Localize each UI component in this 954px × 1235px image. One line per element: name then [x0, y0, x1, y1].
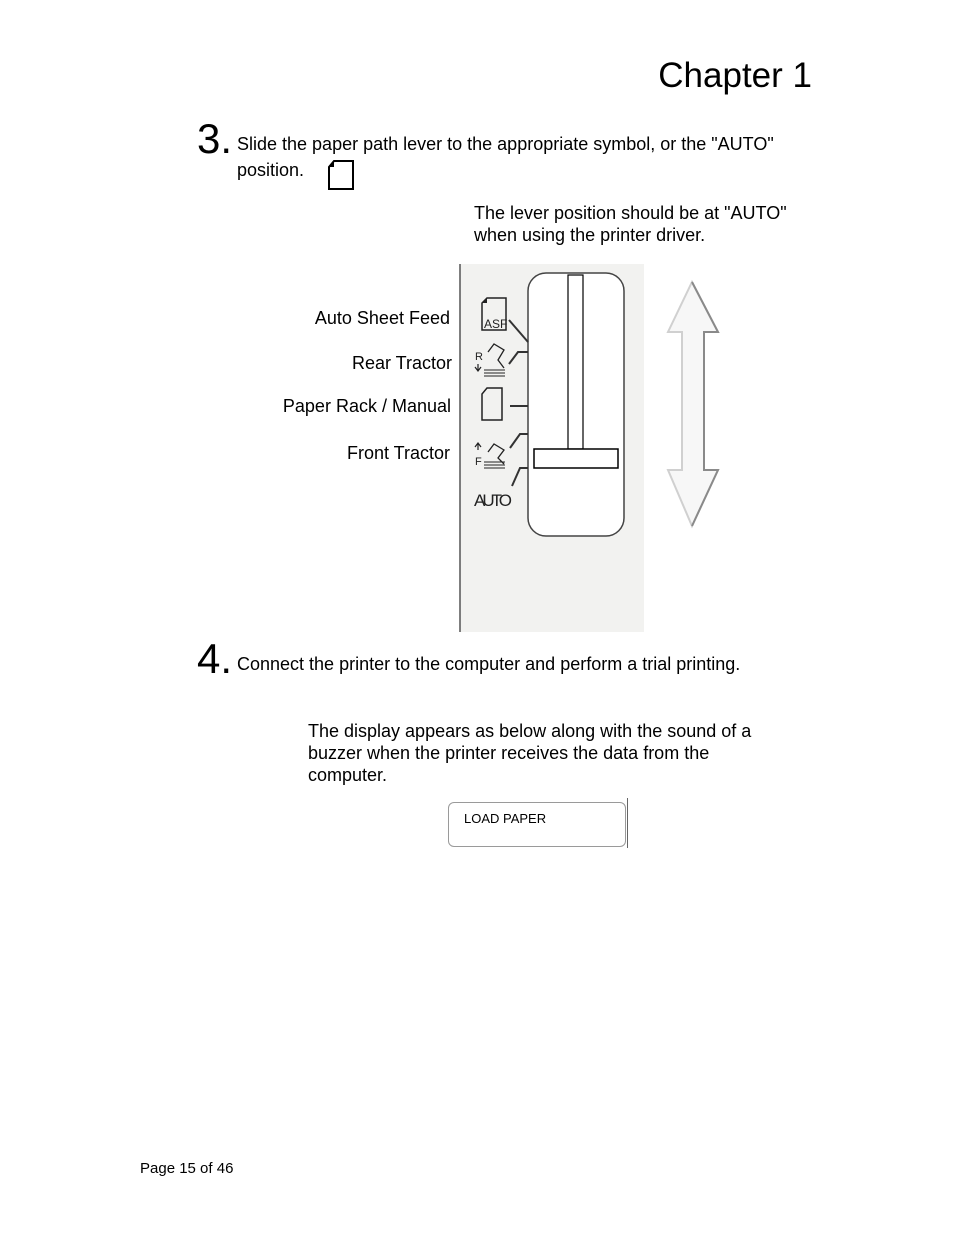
paper-sheet-icon	[326, 158, 356, 192]
front-symbol-text: F	[475, 456, 482, 468]
chapter-title: Chapter 1	[658, 56, 812, 95]
lever-stem	[568, 275, 583, 449]
lever-handle[interactable]	[534, 449, 618, 468]
step-4-text: Connect the printer to the computer and perform a trial printing.	[237, 654, 741, 674]
lever-note-line-1: The lever position should be at "AUTO"	[474, 203, 787, 223]
step-3-number: 3.	[197, 115, 233, 162]
rear-symbol-text: R	[475, 351, 483, 363]
display-note-line-2: buzzer when the printer receives the data from the	[308, 743, 710, 763]
display-note-line-3: computer.	[308, 765, 388, 785]
lever-note-line-2: when using the printer driver.	[474, 225, 706, 245]
page-number: Page 15 of 46	[140, 1160, 234, 1177]
lever-diagram	[458, 264, 730, 634]
label-auto-sheet-feed: Auto Sheet Feed	[314, 308, 450, 328]
step-3-text: Slide the paper path lever to the appropriate symbol, or the "AUTO" position.	[237, 134, 774, 180]
display-note-line-1: The display appears as below along with the sound of a	[308, 721, 752, 741]
step-4-number: 4.	[197, 635, 233, 682]
double-arrow-icon	[668, 282, 718, 526]
label-front-tractor: Front Tractor	[346, 443, 450, 463]
lcd-display	[448, 802, 626, 847]
asf-symbol-text: ASF	[484, 317, 508, 331]
label-rear-tractor: Rear Tractor	[351, 353, 452, 373]
label-paper-rack-manual: Paper Rack / Manual	[282, 396, 451, 416]
auto-symbol-text: AUTO	[474, 491, 512, 510]
lcd-display-edge	[627, 798, 628, 848]
lcd-display-text: LOAD PAPER	[464, 811, 547, 826]
